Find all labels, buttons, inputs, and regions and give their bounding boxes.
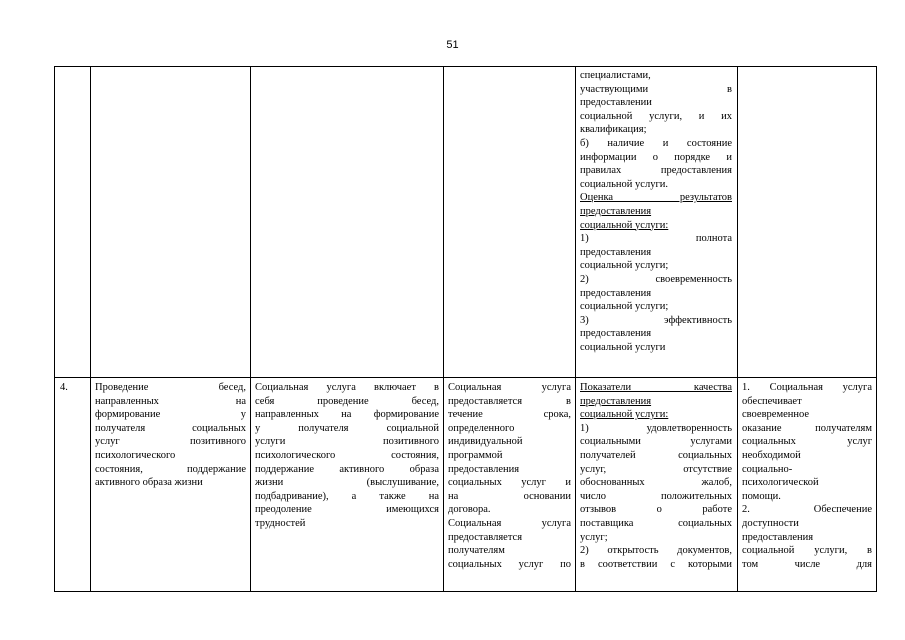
services-table [54,66,877,592]
text-line: получателям [448,545,505,557]
text-line: своевременное [742,409,810,421]
column-divider [443,66,444,592]
text-line: число положительных [580,490,732,502]
text-line: психологического состояния, [255,449,439,461]
text-line: активного образа жизни [95,477,203,489]
text-line: социальной услуги: [580,409,669,421]
text-line: помощи. [742,490,781,502]
text-line: Проведение бесед, [95,382,246,393]
text-line: 2) своевременность [580,273,732,285]
service-conditions [742,381,872,571]
text-line: предоставления [448,463,520,475]
text-line: отзывов о работе [580,504,732,516]
text-line: Показатели качества [580,382,732,393]
text-line: индивидуальной [448,436,523,448]
text-line: получателей социальных [580,449,732,461]
text-line: специалистами, [580,70,651,81]
text-line: социальной услуги; [580,301,669,313]
text-line: социальной услуги, в [742,545,872,557]
text-line: услуги позитивного [255,436,439,448]
text-line: программой [448,449,503,461]
quality-indicators [580,381,732,571]
text-line: получателя социальных [95,422,246,434]
row-number: 4. [60,382,68,393]
text-line: б) наличие и состояние [580,137,732,149]
text-line: участвующими в [580,83,732,95]
text-line: социальной услуги [580,341,666,353]
text-line: предоставляется [448,531,523,543]
service-name [95,381,246,490]
text-line: состояния, поддержание [95,463,246,475]
column-divider [737,66,738,592]
row-divider [54,377,877,378]
text-line: предоставлении [580,97,652,109]
text-line: обоснованных жалоб, [580,477,732,489]
text-line: услуг позитивного [95,436,246,448]
text-line: определенного [448,422,515,434]
text-line: 1) полнота [580,233,732,245]
text-line: услуг, отсутствие [580,463,732,475]
text-line: формирование у [95,409,246,421]
text-line: в соответствии с которыми [580,558,732,570]
text-line: доступности [742,517,799,529]
text-line: Социальная услуга [448,382,571,393]
text-line: том числе для [742,558,872,570]
text-line: предоставления [580,395,652,407]
text-line: течение срока, [448,409,571,421]
text-line: Оценка результатов [580,192,732,204]
text-line: предоставления [580,246,652,258]
text-line: себя проведение бесед, [255,395,439,407]
page-number: 51 [446,39,459,51]
text-line: предоставления [580,328,652,340]
text-line: психологического [95,449,176,461]
text-line: оказание получателям [742,422,872,434]
text-line: обеспечивает [742,395,802,407]
text-line: у получателя социальной [255,422,439,434]
text-line: 1) удовлетворенность [580,422,732,434]
text-line: жизни (выслушивание, [255,477,439,489]
text-line: 3) эффективность [580,314,732,326]
text-line: предоставляется в [448,395,571,407]
text-line: социально- [742,463,793,475]
text-line: 1. Социальная услуга [742,382,872,393]
text-line: социальными услугами [580,436,732,448]
text-line: трудностей [255,517,306,529]
text-line: социальной услуги: [580,219,669,231]
column-divider [90,66,91,592]
text-line: поставщика социальных [580,517,732,529]
text-line: социальной услуги. [580,178,668,190]
text-line: информации о порядке и [580,151,732,163]
text-line: Социальная услуга включает в [255,382,439,393]
text-line: преодоление имеющихся [255,504,439,516]
text-line: 2. Обеспечение [742,504,872,516]
text-line: квалификация; [580,124,647,136]
text-line: предоставления [742,531,814,543]
text-line: социальных услуг и [448,477,571,489]
text-line: социальной услуги; [580,260,669,272]
text-line: услуг; [580,531,608,543]
column-divider [250,66,251,592]
service-terms [448,381,571,571]
text-line: подбадривание), а также на [255,490,439,502]
text-line: предоставления [580,205,652,217]
text-line: направленных на [95,395,246,407]
text-line: предоставления [580,287,652,299]
text-line: договора. [448,504,491,516]
text-line: Социальная услуга [448,517,571,529]
text-line: социальных услуг по [448,558,571,570]
column-divider [575,66,576,592]
quality-indicators-continued [580,69,732,354]
text-line: направленных на формирование [255,409,439,421]
text-line: 2) открытость документов, [580,545,732,557]
text-line: поддержание активного образа [255,463,439,475]
text-line: на основании [448,490,571,502]
text-line: правилах предоставления [580,165,732,177]
text-line: социальных услуг [742,436,872,448]
service-description [255,381,439,531]
text-line: необходимой [742,449,801,461]
text-line: социальной услуги, и их [580,110,732,122]
text-line: психологической [742,477,819,489]
